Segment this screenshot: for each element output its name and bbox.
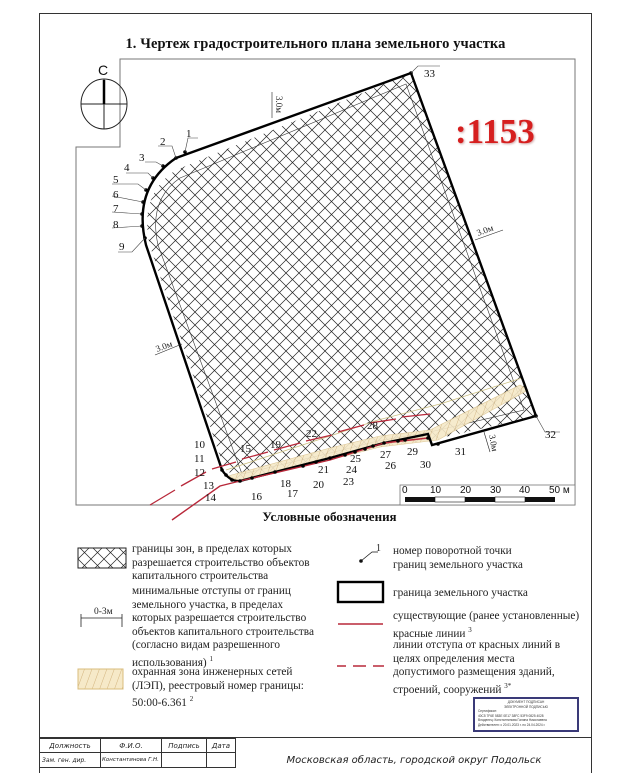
svg-text:7: 7 — [113, 203, 119, 215]
parcel-number-label: :1153 — [455, 112, 535, 151]
svg-text:10: 10 — [194, 439, 205, 451]
legend-item-parcel-boundary: граница земельного участка — [393, 587, 528, 599]
legend-item-red-lines: существующие (ранее установленные) красные линии $^3$ — [393, 610, 580, 640]
svg-text:16: 16 — [251, 491, 262, 503]
svg-text:3: 3 — [139, 152, 145, 164]
svg-text:18: 18 — [280, 478, 291, 490]
compass-icon — [81, 79, 127, 129]
svg-text:27: 27 — [380, 449, 391, 461]
svg-text:32: 32 — [545, 429, 556, 441]
svg-text:31: 31 — [455, 446, 466, 458]
svg-text:15: 15 — [240, 443, 251, 455]
svg-text:23: 23 — [343, 476, 354, 488]
svg-text:17: 17 — [287, 488, 298, 500]
svg-text:26: 26 — [385, 460, 396, 472]
svg-text:14: 14 — [205, 492, 216, 504]
page-title: 1. Чертеж градостроительного плана земельного участка — [125, 36, 506, 52]
svg-text:30: 30 — [420, 459, 431, 471]
scale-bar — [400, 485, 575, 505]
svg-text:19: 19 — [270, 439, 281, 451]
svg-text:33: 33 — [424, 68, 435, 80]
tb-signature-value — [161, 752, 207, 768]
svg-text:3.0м: 3.0м — [154, 338, 174, 354]
svg-text:9: 9 — [119, 241, 125, 253]
tb-position-value: Зам. ген. дир. — [39, 752, 101, 768]
svg-text:28: 28 — [367, 420, 378, 432]
tb-header-signature: Подпись — [161, 738, 207, 753]
svg-text:0: 0 — [402, 485, 408, 496]
svg-text:50 м: 50 м — [549, 485, 570, 496]
tb-name-value: Константинова Г.Н. — [100, 752, 162, 768]
svg-text:10: 10 — [430, 485, 442, 496]
legend-item-turn-point: номер поворотной точки границ земельного участка — [393, 545, 523, 571]
svg-text:21: 21 — [318, 464, 329, 476]
tb-header-position: Должность — [39, 738, 101, 753]
svg-text:3.0м: 3.0м — [274, 96, 284, 113]
tb-header-name: Ф.И.О. — [100, 738, 162, 753]
svg-text:30: 30 — [490, 485, 502, 496]
svg-text:13: 13 — [203, 480, 214, 492]
e-signature-stamp: ДОКУМЕНТ ПОДПИСАН ЭЛЕКТРОННОЙ ПОДПИСЬЮ Сертификат: 40C5 7F6E 583E 0E17 38FC 53F9 0825 4028 Владелец: Константинова Галина Николаевна Действителен: с 20.01.2023 г. по 24.04.2024 г. — [473, 697, 579, 732]
tb-date-value — [206, 752, 236, 768]
svg-text:11: 11 — [194, 453, 205, 465]
svg-text:29: 29 — [407, 446, 418, 458]
svg-text:8: 8 — [113, 219, 119, 231]
svg-text:5: 5 — [113, 174, 119, 186]
svg-text:1: 1 — [186, 128, 192, 140]
svg-text:1: 1 — [376, 543, 381, 554]
svg-text:6: 6 — [113, 189, 119, 201]
svg-text:3.0м: 3.0м — [475, 222, 495, 238]
legend-item-setback: минимальные отступы от границ земельного участка, в пределах которых разрешается строительство объектов капитального строительства (согласно видам разрешенного использования) $^1$ — [132, 585, 314, 669]
legend-title: Условные обозначения — [262, 509, 397, 524]
svg-text:22: 22 — [306, 428, 317, 440]
svg-text:12: 12 — [194, 467, 205, 479]
compass-north-label: С — [98, 62, 109, 78]
svg-text:3.0м: 3.0м — [487, 433, 500, 453]
tb-location: Московская область, городской округ Подольск — [286, 755, 542, 766]
svg-text:2: 2 — [160, 136, 166, 148]
svg-text:40: 40 — [519, 485, 531, 496]
legend-item-protection-zone: охранная зона инженерных сетей (ЛЭП), реестровый номер границы: 50:00-6.361 $^2$ — [132, 666, 304, 709]
svg-text:4: 4 — [124, 162, 130, 174]
tb-header-date: Дата — [206, 738, 236, 753]
svg-text:20: 20 — [313, 479, 324, 491]
legend-item-red-line-setback: линии отступа от красных линий в целях определения места допустимого размещения зданий, строений, сооружений $^{3*}$ — [393, 639, 561, 696]
svg-text:24: 24 — [346, 464, 357, 476]
svg-text:0-3м: 0-3м — [94, 607, 113, 617]
svg-text:25: 25 — [350, 453, 361, 465]
legend-item-build-zone: границы зон, в пределах которых разрешается строительство объектов капитального строительства — [132, 543, 310, 583]
svg-text:20: 20 — [460, 485, 472, 496]
